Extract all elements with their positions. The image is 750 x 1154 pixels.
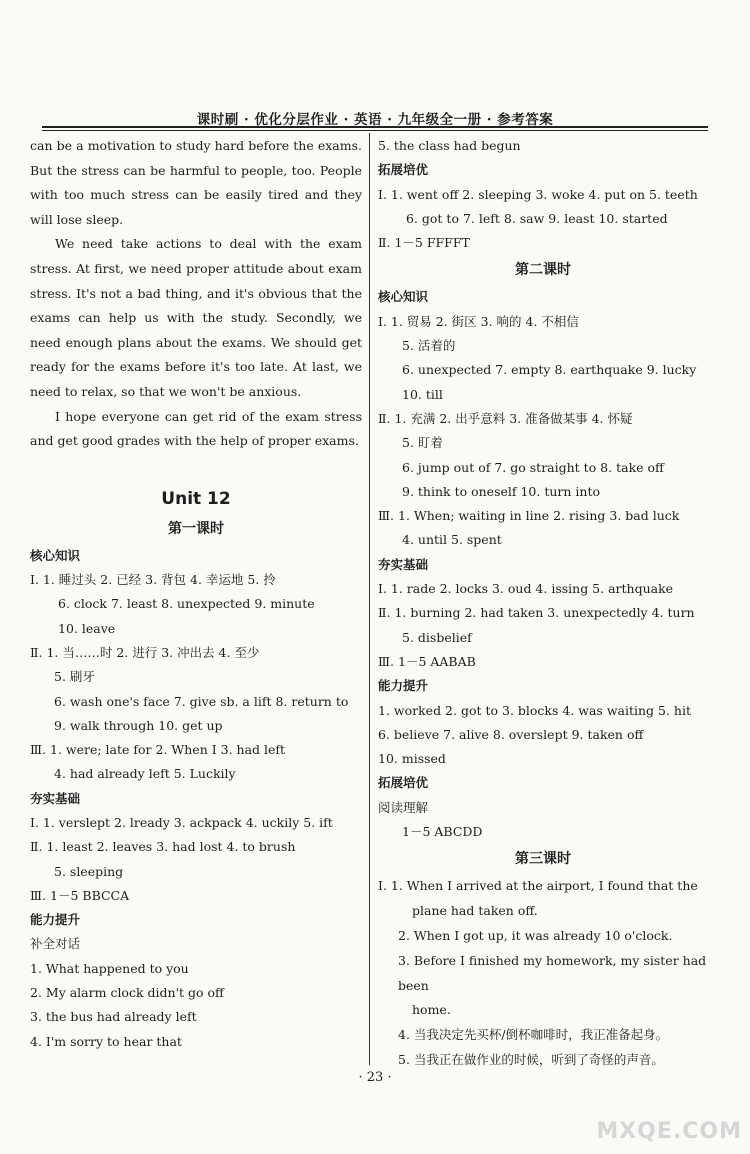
answer-line: 5. 刷牙 [54, 669, 95, 685]
answer-line: 6. jump out of 7. go straight to 8. take off [402, 459, 664, 475]
left-answer-sections [30, 544, 362, 1054]
essay-paragraph: I hope everyone can get rid of the exam stress and get good grades with the help of proper exams. [30, 408, 362, 449]
answer-line: Ⅰ. 1. 睡过头 2. 已经 3. 背包 4. 幸运地 5. 拎 [30, 572, 276, 588]
answer-line: 4. 当我决定先买杯/倒杯咖啡时，我正准备起身。 [398, 1027, 669, 1043]
answer-line: 10. till [402, 386, 443, 402]
answer-line: Ⅱ. 1－5 FFFFT [378, 235, 470, 251]
answer-line: 5. the class had begun [378, 138, 521, 153]
subsection-label: 补全对话 [30, 936, 81, 952]
answer-line: 4. had already left 5. Luckily [54, 766, 236, 782]
section-heading: 核心知识 [378, 289, 429, 305]
answer-line: 6. wash one's face 7. give sb. a lift 8. return to [54, 693, 349, 709]
essay-paragraph: We need take actions to deal with the exam stress. At first, we need proper attitude about exam stress. It's not a bad thing, and it's obvious that the exams can help us with the study. Secondly, we need enough plans about the exams. We should get ready for the exams before it's too late. At last, we need to relax, so that we won't be anxious. [30, 236, 362, 399]
answer-line: Ⅰ. 1. rade 2. locks 3. oud 4. issing 5. arthquake [378, 581, 674, 597]
answer-line: 1. worked 2. got to 3. blocks 4. was waiting 5. hit [378, 702, 691, 718]
subsection-label: 阅读理解 [378, 799, 429, 815]
answer-line: 6. believe 7. alive 8. overslept 9. taken off [378, 726, 644, 742]
lesson3-answers [378, 874, 708, 1072]
answer-line: Ⅲ. 1. were; late for 2. When I 3. had left [30, 742, 286, 758]
column-divider [369, 133, 370, 1065]
page-header: 课时刷 · 优化分层作业 · 英语 · 九年级全一册 · 参考答案 [196, 112, 554, 128]
answer-line: 3. Before I finished my homework, my sister had been [398, 952, 707, 993]
answer-line: Ⅲ. 1－5 AABAB [378, 653, 476, 669]
answer-line: 5. 盯着 [402, 435, 443, 451]
section-heading: 核心知识 [30, 547, 81, 563]
answer-line: 10. leave [58, 620, 116, 636]
answer-line: 2. When I got up, it was already 10 o'clock. [398, 927, 673, 943]
header-rule-thin [42, 130, 708, 131]
answer-line: 5. 活着的 [402, 338, 456, 354]
lesson2-answers [378, 285, 708, 844]
answer-line: Ⅱ. 1. 当……时 2. 进行 3. 冲出去 4. 至少 [30, 644, 260, 660]
answer-line: Ⅲ. 1. When; waiting in line 2. rising 3. bad luck [378, 508, 680, 524]
answer-line: 10. missed [378, 751, 446, 767]
header-rule-thick [42, 126, 708, 128]
answer-line: plane had taken off. [412, 903, 538, 919]
essay-paragraph: can be a motivation to study hard before the exams. But the stress can be harmful to people, too. People with too much stress can be easily tired and they will lose sleep. [30, 138, 362, 227]
answer-line: 6. got to 7. left 8. saw 9. least 10. started [406, 210, 668, 226]
answer-line: 5. 当我正在做作业的时候，听到了奇怪的声音。 [398, 1051, 664, 1067]
left-column [30, 134, 362, 1054]
watermark-text: MXQE.COM [596, 1119, 742, 1144]
section-heading: 能力提升 [378, 678, 429, 694]
answer-line: 1. What happened to you [30, 960, 189, 976]
section-heading: 拓展培优 [378, 775, 429, 791]
answer-line: 9. walk through 10. get up [54, 717, 223, 733]
answer-line: Ⅰ. 1. went off 2. sleeping 3. woke 4. put on 5. teeth [378, 186, 698, 202]
answer-line: 6. unexpected 7. empty 8. earthquake 9. lucky [402, 362, 697, 378]
lesson-title: 第一课时 [168, 520, 224, 537]
right-column [378, 134, 708, 1073]
answer-line: Ⅲ. 1－5 BBCCA [30, 887, 130, 903]
answer-line: 9. think to oneself 10. turn into [402, 483, 600, 499]
lesson-title: 第三课时 [515, 851, 571, 868]
right-top-answers [378, 134, 708, 255]
lesson-title: 第二课时 [515, 262, 571, 279]
section-heading: 夯实基础 [378, 556, 429, 572]
answer-line: 5. disbelief [402, 629, 472, 645]
answer-line: 1－5 ABCDD [402, 824, 483, 840]
answer-line: 3. the bus had already left [30, 1009, 197, 1025]
answer-line: 5. sleeping [54, 863, 124, 879]
unit-title: Unit 12 [161, 488, 231, 509]
section-heading: 夯实基础 [30, 790, 81, 806]
answer-line: 4. I'm sorry to hear that [30, 1033, 182, 1049]
answer-line: Ⅰ. 1. verslept 2. lready 3. ackpack 4. uckily 5. ift [30, 814, 333, 830]
answer-line: Ⅱ. 1. least 2. leaves 3. had lost 4. to brush [30, 839, 296, 855]
answer-line: 4. until 5. spent [402, 532, 502, 548]
answer-line: 2. My alarm clock didn't go off [30, 985, 224, 1001]
section-heading: 拓展培优 [378, 162, 429, 178]
answer-line: Ⅱ. 1. 充满 2. 出乎意料 3. 准备做某事 4. 怀疑 [378, 410, 633, 426]
answer-line: Ⅰ. 1. When I arrived at the airport, I found that the [378, 878, 698, 894]
answer-line: home. [412, 1002, 451, 1018]
answer-line: Ⅱ. 1. burning 2. had taken 3. unexpectedly 4. turn [378, 605, 695, 621]
page-number: · 23 · [358, 1070, 392, 1085]
answer-line: 6. clock 7. least 8. unexpected 9. minute [58, 596, 315, 612]
section-heading: 能力提升 [30, 912, 81, 928]
answer-line: Ⅰ. 1. 贸易 2. 街区 3. 响的 4. 不相信 [378, 313, 579, 329]
